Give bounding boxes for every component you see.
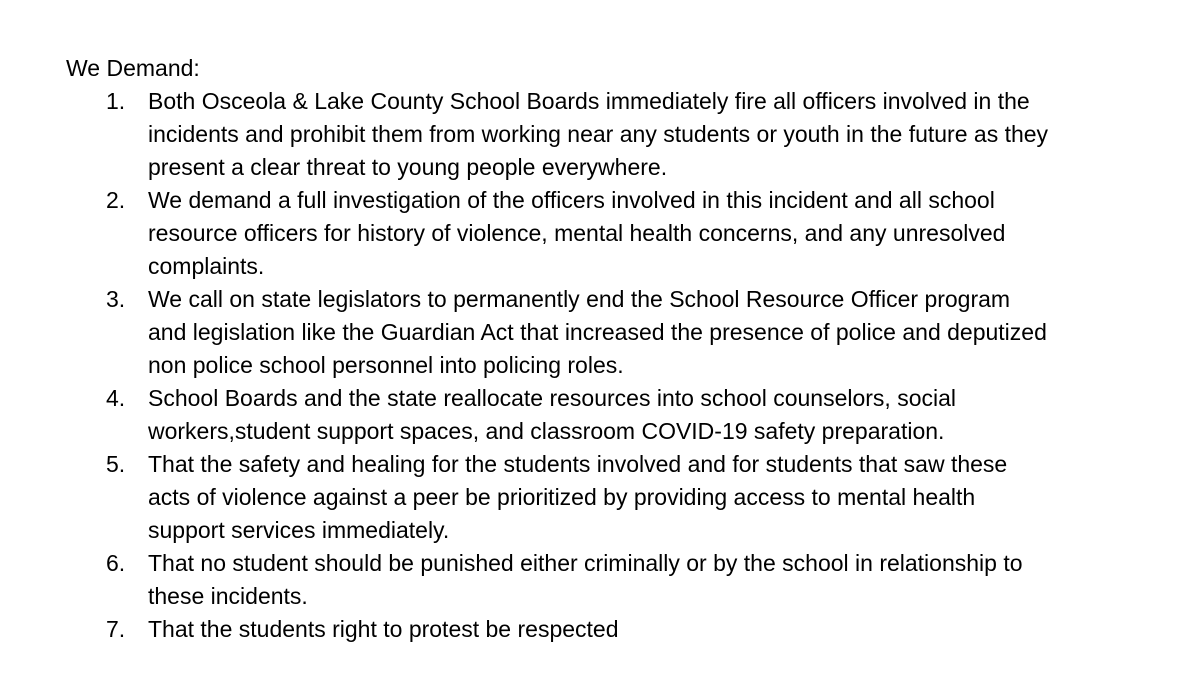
demand-line: That the students right to protest be respected: [148, 616, 619, 642]
demand-text: [148, 283, 1148, 382]
demand-text: [148, 547, 1148, 613]
demand-number: 5.: [106, 451, 126, 477]
demand-line: these incidents.: [148, 583, 308, 609]
demand-line: non police school personnel into policing roles.: [148, 352, 624, 378]
demand-text: [148, 85, 1148, 184]
demand-line: We demand a full investigation of the officers involved in this incident and all school: [148, 187, 995, 213]
demand-item-7: [0, 613, 1200, 646]
demand-line: That no student should be punished either criminally or by the school in relationship to: [148, 550, 1023, 576]
demand-line: incidents and prohibit them from working near any students or youth in the future as they: [148, 121, 1049, 147]
demand-item-1: [0, 85, 1200, 184]
demand-text: [148, 382, 1148, 448]
demand-number: 6.: [106, 550, 126, 576]
demand-line: acts of violence against a peer be prioritized by providing access to mental health: [148, 484, 976, 510]
demand-line: support services immediately.: [148, 517, 450, 543]
demand-line: We call on state legislators to permanently end the School Resource Officer program: [148, 286, 1011, 312]
demand-item-4: [0, 382, 1200, 448]
demand-list: [0, 85, 1200, 646]
demand-line: resource officers for history of violence, mental health concerns, and any unresolved: [148, 220, 1006, 246]
page-heading: We Demand:: [66, 55, 200, 81]
demand-line: Both Osceola & Lake County School Boards immediately fire all officers involved in the: [148, 88, 1030, 114]
demand-text: [148, 184, 1148, 283]
demand-item-5: [0, 448, 1200, 547]
demand-number: 1.: [106, 88, 126, 114]
demand-item-6: [0, 547, 1200, 613]
demand-line: complaints.: [148, 253, 265, 279]
demand-line: That the safety and healing for the students involved and for students that saw these: [148, 451, 1008, 477]
demand-item-2: [0, 184, 1200, 283]
demand-item-3: [0, 283, 1200, 382]
demand-line: and legislation like the Guardian Act that increased the presence of police and deputized: [148, 319, 1047, 345]
demand-line: present a clear threat to young people everywhere.: [148, 154, 668, 180]
demand-line: School Boards and the state reallocate resources into school counselors, social: [148, 385, 957, 411]
demand-text: [148, 448, 1148, 547]
demand-number: 3.: [106, 286, 126, 312]
demand-number: 2.: [106, 187, 126, 213]
demand-number: 4.: [106, 385, 126, 411]
demand-number: 7.: [106, 616, 126, 642]
demand-line: workers,student support spaces, and classroom COVID-19 safety preparation.: [148, 418, 945, 444]
demand-text: [148, 613, 1148, 646]
